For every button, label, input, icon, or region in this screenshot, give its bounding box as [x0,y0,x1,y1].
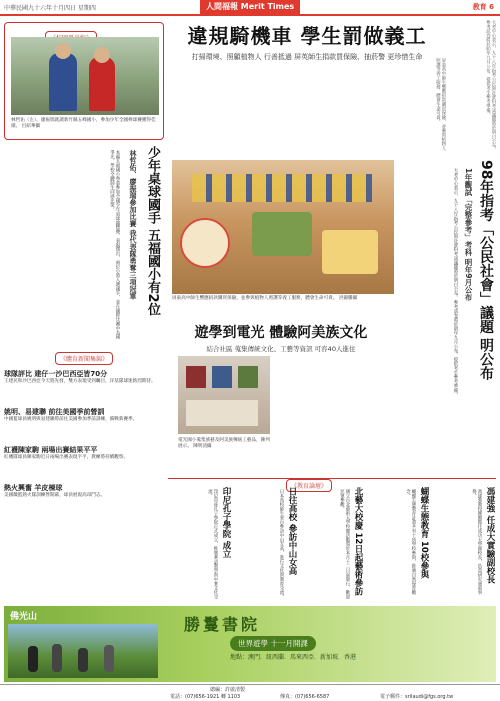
sports-item-body: 王建民和沙巴西亞今天將先發，雙方表現受到矚目，洋基隊球迷熱烈期待。 [4,379,156,384]
ad-store-name: 勝鬘書院 [184,615,261,634]
baseball-subhead: 林哲佑、廖振瑞參加比賽 我代表隊勇奪三項冠軍 [129,150,137,300]
edu-box [168,478,496,604]
ad-photo [8,624,158,678]
sports-item-title: 球隊評比 建仔一沙巴西亞皆70分 [4,370,108,378]
edu-story [432,487,496,603]
baseball-body: 本縣五福國小學童參加全國少年桌球錦標賽，表現傑出，兩位小將入選國手，並在國際比賽中為國爭光，學校全體師生同感光榮。 [109,150,120,340]
footer [0,684,500,701]
sports-item [4,369,164,385]
issue-date: 中華民國九十六年十月四日 星期四 [4,5,96,12]
edu-body: 蝴蝶生態教育計畫共有十所學校參與，推廣自然保育觀念。 [405,489,416,595]
main-photo [172,160,394,294]
edu-box-label: 《教育論壇》 [286,479,332,492]
ad-locations: 地點：澳門．紐西蘭．馬來西亞．新加坡．香港 [230,654,357,661]
ad-brand: 佛光山 [10,612,38,622]
edu-headline: 北藝大校慶 12日起藝術參訪 [353,487,363,596]
baseball-headline: 少年桌球國手 五福國小有2位 [145,146,160,316]
sports-item-title: 熱火興奮 羊皮棟球 [4,484,63,492]
page-number: 6 [489,3,494,11]
main-subhead: 打掃環境、照顧植物人 行善抵過 屏英師生捐款買保險、抽菸警 更珍惜生命 [191,53,423,61]
edu-story [300,487,364,603]
edu-story [234,487,298,603]
section-label: 教育 6 [472,3,494,11]
sports-item [4,407,164,423]
culture-photo-credit: 陳明清攝 [193,444,212,449]
culture-photo-caption: 電光國小蒐集族藝及阿美族傳統工藝品，陳列展示。 陳明清攝 [178,438,270,449]
edu-body: 印尼首座孔子學院正式成立，推廣華語教學與中華文化交流。 [207,489,218,599]
edu-body: 國立台北藝術大學校慶活動將於本月十二日起舉行，歡迎民眾參觀。 [339,489,350,599]
sports-item-title: 姚明、易建聯 前往美國季前營訓 [4,408,105,416]
right-top-text [398,20,496,156]
sports-box [4,346,164,574]
exam-body: 大考中心表示，九十八年指考公民與社會科考試議題將於明日公布，參考試卷將於明年九月公布，提供考生參考準備。 [453,168,458,397]
sports-item [4,445,164,461]
edu-story [366,487,430,603]
footer-fax: 傳真：(07)656-6587 [280,694,330,700]
edu-headline: 印尼孔子學院 成立 [221,487,231,558]
ad-banner [4,606,496,682]
edu-body: 日本高校師生來台參訪中山女高，進行文化與教育交流。 [279,489,284,599]
ad-tagline: 世界遊學 十一月開課 [230,636,316,651]
sports-item-body: 紅襪隊球員陳家駒近日兩場出賽表現平平，教練將持續觀察。 [4,455,129,460]
sports-item-body: 中國籃球員姚明與易建聯將前往美國參加季前訓練，備戰新賽季。 [4,417,138,422]
campus-photo-credit: 呂紹華攝 [21,124,41,129]
campus-photo [11,37,159,115]
masthead [0,0,500,16]
sports-item-body: 美國職籃熱火隊訓練營開幕，球員展現高昂鬥志。 [4,493,106,498]
edu-headline: 馮建強 任成大實驗副校長 [485,487,495,584]
culture-subhead: 結合社區 蒐集傳統文化、工藝等資訊 可容40人進住 [206,345,356,353]
baseball-story [4,144,164,344]
sports-item [4,483,164,499]
exam-headline: 98年指考「公民社會」議題 明公布 [478,160,494,381]
footer-dept: 總編：許啟清製 [210,687,246,693]
footer-phone: 電話：(07)656-1921 轉 1103 [170,694,241,700]
exam-subhead: 1年觀試「完整參考」考科 明年9月公布 [464,168,473,302]
main-photo-caption: 屏東高中師生響應捐款購買保險，並參與植物人照護等義工服務，體會生命可貴。 洪錦騰攝 [172,296,358,301]
culture-story [168,322,394,476]
edu-story [168,487,232,603]
edu-headline: 日往高校 參訪中山女高 [287,487,297,575]
edu-body: 馮建強教授獲聘擔任成功大學副校長，負責研究發展事務。 [471,489,482,595]
main-body: 屏東高中師生響應捐款購買保險，並參與植物人照護等義工服務，體會生命可貴。 [435,58,446,151]
footer-email: 電子郵件：srilaudi@fgs.org.tw [380,694,454,700]
newspaper-logo: 人間福報 Merit Times [200,0,300,14]
right-top-body: 大考中心表示，九十八年指考公民與社會科考試議題將於明日公布，參考試卷將於明年九月公布，提供考生參考準備。 [485,20,496,152]
sports-item-title: 紅襪陳家駒 兩場出賽結果平平 [4,446,98,454]
main-photo-credit: 洪錦騰攝 [338,296,358,301]
main-headline: 違規騎機車 學生罰做義工 [187,24,427,48]
campus-box [4,22,164,140]
edu-headline: 蝴蝶生態教育 10校參與 [419,487,429,579]
exam-story [398,160,496,468]
culture-headline: 遊學到電光 體驗阿美族文化 [194,325,368,341]
campus-caption: 林哲佑（左）、廖振瑞就讀新竹縣五峰國小，參加少年全國棒球賽獲得佳績。 呂紹華攝 [11,118,156,129]
culture-photo [178,356,270,434]
sports-box-label: 《體育新聞集錦》 [55,352,113,365]
